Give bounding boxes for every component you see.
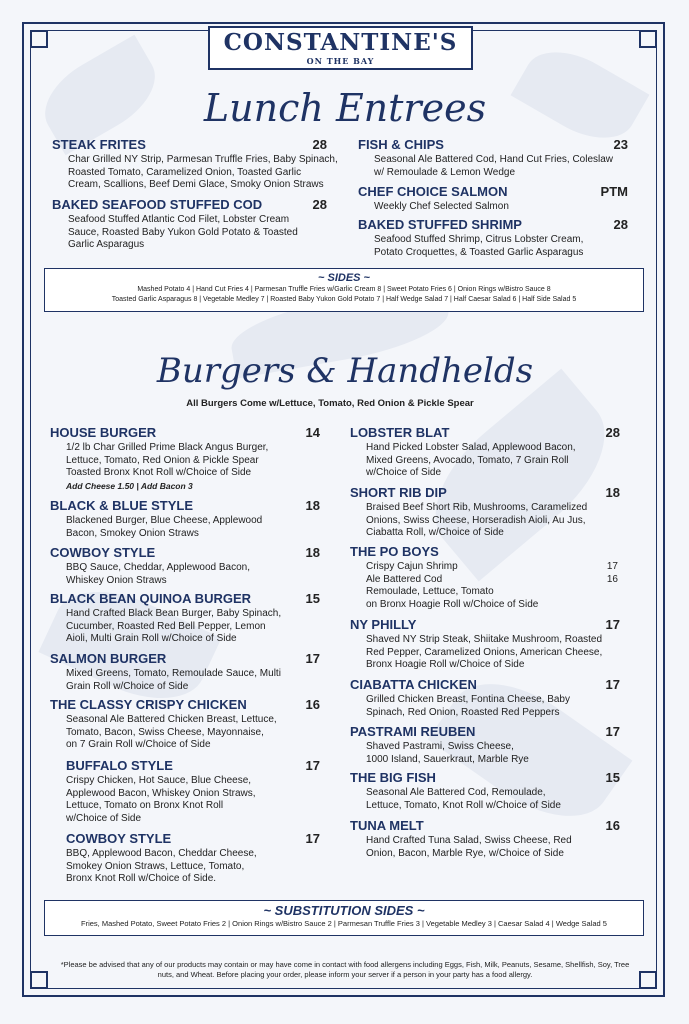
description-line: Bronx Knot Roll w/Choice of Side. bbox=[66, 873, 217, 884]
item-price: 18 bbox=[305, 545, 320, 560]
item-name: COWBOY STYLE bbox=[50, 545, 156, 560]
description-line: Cucumber, Roasted Red Bell Pepper, Lemon bbox=[66, 620, 266, 632]
lunch-section-title: Lunch Entrees bbox=[203, 86, 487, 130]
brand-name: CONSTANTINE'S bbox=[223, 29, 458, 56]
item-name: BLACK BEAN QUINOA BURGER bbox=[50, 591, 252, 606]
description-line: Mixed Greens, Tomato, Remoulade Sauce, Multi bbox=[66, 668, 281, 679]
menu-item bbox=[50, 651, 320, 693]
description-line: Onions, Swiss Cheese, Horseradish Aioli, Au Jus, bbox=[366, 514, 586, 526]
menu-item bbox=[50, 498, 320, 540]
item-description bbox=[66, 775, 320, 825]
menu-item bbox=[50, 591, 320, 646]
item-name: BUFFALO STYLE bbox=[66, 758, 173, 773]
brand-logo bbox=[208, 26, 473, 70]
description-line: Lettuce, Tomato on Bronx Knot Roll bbox=[66, 800, 224, 811]
description-line: Whiskey Onion Straws bbox=[66, 574, 167, 586]
description-line: Seafood Stuffed Atlantic Cod Filet, Lobster Cream bbox=[68, 214, 290, 225]
item-description bbox=[68, 154, 338, 192]
description-line: w/Choice of Side bbox=[366, 467, 442, 478]
menu-item bbox=[350, 485, 620, 540]
menu-item bbox=[350, 617, 620, 672]
item-description bbox=[66, 562, 320, 587]
description-line: Aioli, Multi Grain Roll w/Choice of Side bbox=[66, 633, 237, 644]
description-line: Char Grilled NY Strip, Parmesan Truffle Fries, Baby Spinach, bbox=[68, 154, 338, 165]
item-description bbox=[366, 442, 620, 480]
sides-line: Toasted Garlic Asparagus 8 | Vegetable Medley 7 | Roasted Baby Yukon Gold Potato 7 | Half Wedge Salad 7 | Half Caesar Salad 6 | Half Side Salad 5 bbox=[111, 296, 577, 303]
description-line: Seasonal Ale Battered Cod, Hand Cut Fries, Coleslaw bbox=[374, 154, 614, 165]
description-line: Crispy Cajun Shrimp bbox=[366, 561, 458, 572]
item-name: STEAK FRITES bbox=[52, 137, 146, 152]
menu-item bbox=[52, 197, 327, 252]
item-price: 16 bbox=[305, 697, 320, 712]
item-name: TUNA MELT bbox=[350, 818, 424, 833]
item-description bbox=[66, 714, 320, 752]
item-description bbox=[366, 502, 620, 540]
description-line: Bacon, Smokey Onion Straws bbox=[66, 527, 199, 539]
substitution-text: Fries, Mashed Potato, Sweet Potato Fries 2 | Onion Rings w/Bistro Sauce 2 | Parmesan Truffle Fries 3 | Vegetable Medley 3 | Caesar Salad 4 | Wedge Salad 5 bbox=[81, 919, 607, 928]
addon-line: Add Cheese 1.50 | Add Bacon 3 bbox=[66, 480, 193, 491]
menu-item bbox=[358, 217, 628, 259]
description-line: 1000 Island, Sauerkraut, Marble Rye bbox=[366, 753, 529, 765]
item-price: 28 bbox=[605, 425, 620, 440]
description-line: Onion, Bacon, Marble Rye, w/Choice of Side bbox=[366, 847, 564, 859]
item-name: LOBSTER BLAT bbox=[350, 425, 450, 440]
description-line: Crispy Chicken, Hot Sauce, Blue Cheese, bbox=[66, 775, 252, 786]
item-name: HOUSE BURGER bbox=[50, 425, 157, 440]
item-name: COWBOY STYLE bbox=[66, 831, 172, 846]
item-price: 17 bbox=[605, 724, 620, 739]
description-line: Hand Crafted Tuna Salad, Swiss Cheese, Red bbox=[366, 835, 572, 846]
menu-item bbox=[52, 137, 338, 192]
item-price: 15 bbox=[605, 770, 620, 785]
description-line: Red Pepper, Caramelized Onions, American Cheese, bbox=[366, 646, 603, 658]
item-name: NY PHILLY bbox=[350, 617, 417, 632]
menu-item bbox=[358, 184, 628, 214]
description-line: Seafood Stuffed Shrimp, Citrus Lobster Cream, bbox=[374, 234, 584, 245]
description-line: Lettuce, Tomato, Red Onion & Pickle Spear bbox=[66, 454, 259, 466]
item-name: THE CLASSY CRISPY CHICKEN bbox=[50, 697, 247, 712]
description-line: Applewood Bacon, Whiskey Onion Straws, bbox=[66, 787, 256, 799]
item-description bbox=[366, 835, 620, 860]
description-line: Sauce, Roasted Baby Yukon Gold Potato & Toasted bbox=[68, 226, 298, 238]
item-price: 15 bbox=[305, 591, 320, 606]
item-description bbox=[66, 668, 320, 693]
description-line: w/ Remoulade & Lemon Wedge bbox=[374, 166, 516, 178]
sub-price: 17 bbox=[606, 561, 618, 572]
description-line: 1/2 lb Char Grilled Prime Black Angus Burger, bbox=[66, 442, 269, 453]
burgers-subtitle: All Burgers Come w/Lettuce, Tomato, Red Onion & Pickle Spear bbox=[186, 398, 474, 409]
item-price: 28 bbox=[613, 217, 628, 232]
item-price: 17 bbox=[605, 617, 620, 632]
description-line: Mixed Greens, Avocado, Tomato, 7 Grain Roll bbox=[366, 454, 569, 466]
description-line: Seasonal Ale Battered Cod, Remoulade, bbox=[366, 787, 546, 798]
corner-ornament bbox=[30, 971, 48, 989]
item-name: PASTRAMI REUBEN bbox=[350, 724, 476, 739]
item-description bbox=[366, 634, 620, 672]
corner-ornament bbox=[639, 971, 657, 989]
description-line: on Bronx Hoagie Roll w/Choice of Side bbox=[366, 598, 539, 610]
description-line: Toasted Bronx Knot Roll w/Choice of Side bbox=[66, 467, 252, 478]
item-price: PTM bbox=[600, 184, 628, 199]
description-line: Hand Crafted Black Bean Burger, Baby Spinach, bbox=[66, 608, 282, 619]
description-line: Seasonal Ale Battered Chicken Breast, Lettuce, bbox=[66, 714, 277, 725]
description-line: Bronx Hoagie Roll w/Choice of Side bbox=[366, 659, 525, 670]
sides-line: Mashed Potato 4 | Hand Cut Fries 4 | Parmesan Truffle Fries w/Garlic Cream 8 | Sweet Potato Fries 6 | Onion Rings w/Bistro Sauce 8 bbox=[137, 286, 551, 293]
substitution-box bbox=[44, 900, 644, 936]
item-name: BLACK & BLUE STYLE bbox=[50, 498, 193, 513]
item-description bbox=[374, 234, 628, 259]
description-line: Potato Croquettes, & Toasted Garlic Asparagus bbox=[374, 246, 584, 258]
description-line: Roasted Tomato, Caramelized Onion, Toasted Garlic bbox=[68, 166, 302, 178]
item-name: CHEF CHOICE SALMON bbox=[358, 184, 508, 199]
item-description bbox=[66, 515, 320, 540]
item-description bbox=[374, 201, 628, 214]
description-line: BBQ Sauce, Cheddar, Applewood Bacon, bbox=[66, 562, 251, 573]
item-price: 16 bbox=[605, 818, 620, 833]
description-line: w/Choice of Side bbox=[66, 812, 142, 824]
item-price: 17 bbox=[305, 758, 320, 773]
description-line: Smokey Onion Straws, Lettuce, Tomato, bbox=[66, 860, 245, 872]
item-description bbox=[374, 154, 628, 179]
item-description bbox=[366, 561, 620, 611]
menu-item bbox=[350, 544, 620, 611]
item-price: 14 bbox=[305, 425, 320, 440]
menu-item bbox=[50, 697, 320, 752]
item-name: THE BIG FISH bbox=[350, 770, 436, 785]
description-line: Tomato, Bacon, Swiss Cheese, Mayonnaise, bbox=[66, 726, 264, 738]
description-line: BBQ, Applewood Bacon, Cheddar Cheese, bbox=[66, 848, 257, 859]
corner-ornament bbox=[30, 30, 48, 48]
item-name: SHORT RIB DIP bbox=[350, 485, 447, 500]
brand-tagline: ON THE BAY bbox=[306, 56, 375, 66]
item-price: 28 bbox=[312, 137, 327, 152]
description-line: on 7 Grain Roll w/Choice of Side bbox=[66, 739, 211, 750]
description-line: Grilled Chicken Breast, Fontina Cheese, Baby bbox=[366, 694, 570, 705]
description-line: Spinach, Red Onion, Roasted Red Peppers bbox=[366, 706, 560, 718]
menu-item bbox=[350, 818, 620, 860]
item-price: 17 bbox=[305, 651, 320, 666]
menu-item bbox=[66, 831, 320, 886]
item-name: FISH & CHIPS bbox=[358, 137, 444, 152]
burgers-section-title: Burgers & Handhelds bbox=[156, 351, 534, 391]
substitution-title: ~ SUBSTITUTION SIDES ~ bbox=[263, 903, 425, 918]
sub-price: 16 bbox=[606, 573, 618, 585]
description-line: Ale Battered Cod bbox=[366, 573, 443, 585]
item-name: BAKED STUFFED SHRIMP bbox=[358, 217, 522, 232]
sides-title: ~ SIDES ~ bbox=[318, 272, 370, 284]
description-line: Garlic Asparagus bbox=[68, 239, 145, 250]
item-name: SALMON BURGER bbox=[50, 651, 167, 666]
item-price: 17 bbox=[305, 831, 320, 846]
description-line: Shaved NY Strip Steak, Shiitake Mushroom, Roasted bbox=[366, 634, 603, 645]
item-price: 18 bbox=[305, 498, 320, 513]
item-price: 17 bbox=[605, 677, 620, 692]
description-line: Hand Picked Lobster Salad, Applewood Bacon, bbox=[366, 442, 576, 453]
description-line: Shaved Pastrami, Swiss Cheese, bbox=[366, 741, 514, 752]
menu-item bbox=[350, 724, 620, 766]
item-name: THE PO BOYS bbox=[350, 544, 439, 559]
menu-item bbox=[358, 137, 628, 179]
menu-item bbox=[350, 677, 620, 719]
description-line: Weekly Chef Selected Salmon bbox=[374, 201, 509, 212]
item-description bbox=[366, 694, 620, 719]
item-description bbox=[68, 214, 327, 252]
item-price: 28 bbox=[312, 197, 327, 212]
menu-item bbox=[350, 425, 620, 480]
item-description bbox=[66, 442, 320, 492]
item-description bbox=[366, 741, 620, 766]
item-description bbox=[66, 848, 320, 886]
corner-ornament bbox=[639, 30, 657, 48]
description-line: Grain Roll w/Choice of Side bbox=[66, 680, 189, 692]
menu-item bbox=[50, 545, 320, 587]
description-line: Ciabatta Roll, w/Choice of Side bbox=[366, 527, 504, 538]
allergy-note: *Please be advised that any of our products may contain or may have come in contact with food allergens including Eggs, Fish, Milk, Peanuts, Sesame, Shellfish, Soy, Tree nuts, and Wheat. Before placing your order, please inform your server if a person in your party has a food allergy. bbox=[60, 960, 630, 979]
description-line: Lettuce, Tomato, Knot Roll w/Choice of Side bbox=[366, 799, 561, 811]
description-line: Blackened Burger, Blue Cheese, Applewood bbox=[66, 515, 263, 526]
item-description bbox=[366, 787, 620, 812]
menu-item bbox=[66, 758, 320, 825]
description-line: Braised Beef Short Rib, Mushrooms, Caramelized bbox=[366, 502, 588, 513]
item-price: 23 bbox=[613, 137, 628, 152]
menu-item bbox=[50, 425, 320, 492]
description-line: Remoulade, Lettuce, Tomato bbox=[366, 586, 494, 597]
item-price: 18 bbox=[605, 485, 620, 500]
item-description bbox=[66, 608, 320, 646]
item-name: CIABATTA CHICKEN bbox=[350, 677, 477, 692]
menu-item bbox=[350, 770, 620, 812]
description-line: Cream, Scallions, Beef Demi Glace, Smoky Onion Straws bbox=[68, 179, 324, 190]
sides-box bbox=[44, 268, 644, 312]
item-name: BAKED SEAFOOD STUFFED COD bbox=[52, 197, 263, 212]
